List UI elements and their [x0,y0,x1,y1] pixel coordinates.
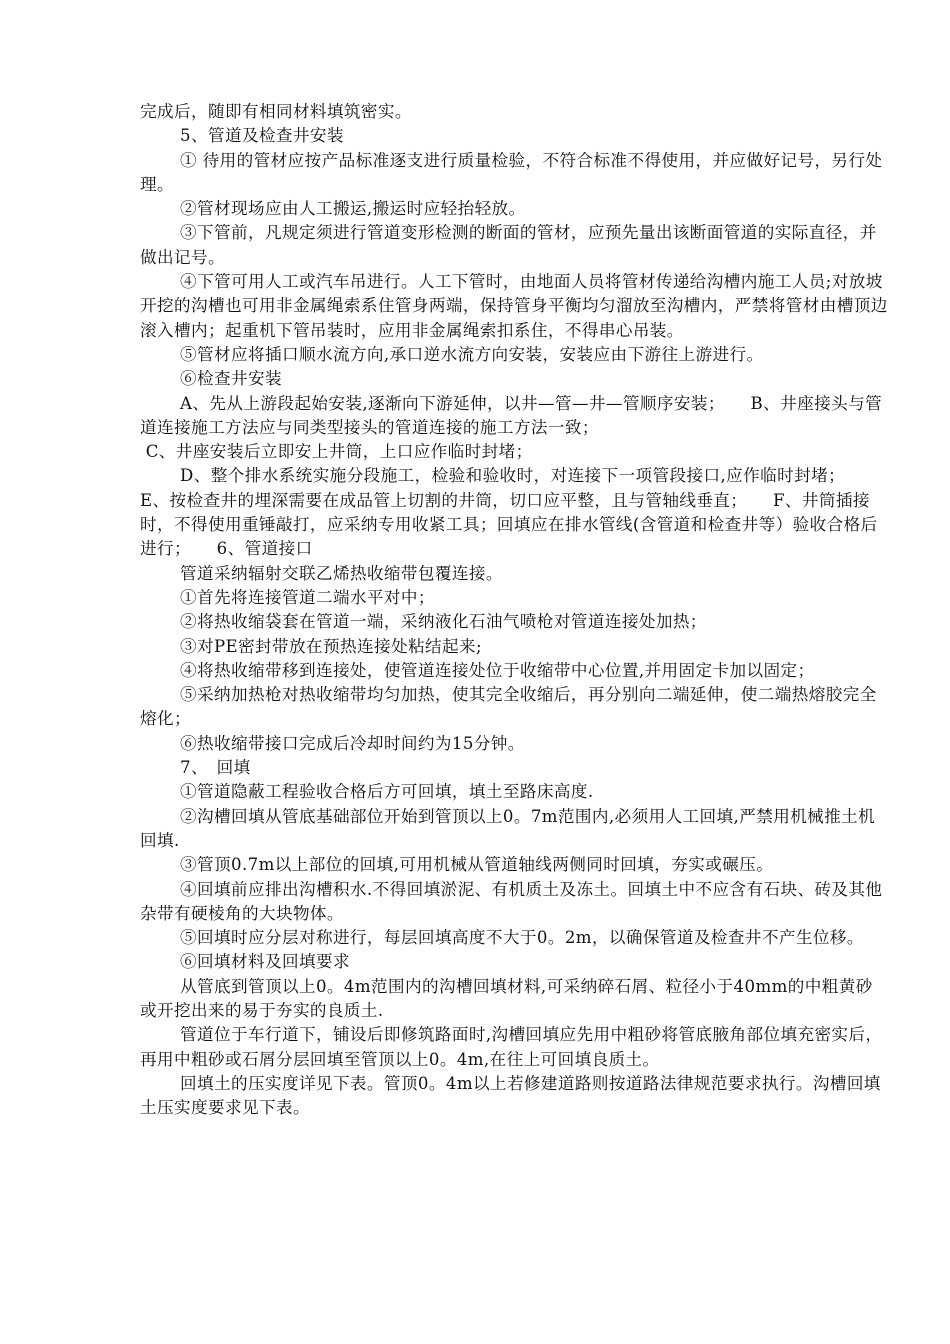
paragraph: 7、 回填 [180,758,251,778]
paragraph: ③对PE密封带放在预热连接处粘结起来; [180,636,482,656]
paragraph: ⑥回填材料及回填要求 [180,952,350,972]
paragraph: 回填土的压实度详见下表。管顶0。4m以上若修建道路则按道路法律规范要求执行。沟槽回填土压实度要求见下表。 [140,1073,881,1118]
paragraph: ①首先将连接管道二端水平对中； [180,587,435,607]
paragraph: ⑥热收缩带接口完成后冷却时间约为15分钟。 [180,733,525,753]
paragraph: ④回填前应排出沟槽积水.不得回填淤泥、有机质土及冻土。回填土中不应含有石块、砖及其他杂带有硬棱角的大块物体。 [140,879,883,923]
paragraph: A、先从上游段起始安装,逐渐向下游延伸，以井—管—井—管顺序安装； B、井座接头与管道连接施工方法应与同类型接头的管道连接的施工方法一致； [140,393,883,437]
paragraph: C、井座安装后立即安上井筒，上口应作临时封堵； [140,442,533,462]
paragraph: ③管顶0.7m以上部位的回填,可用机械从管道轴线两侧同时回填，夯实或碾压。 [180,855,774,875]
paragraph: ④将热收缩带移到连接处，使管道连接处位于收缩带中心位置,并用固定卡加以固定； [180,660,815,680]
paragraph: 管道采纳辐射交联乙烯热收缩带包覆连接。 [180,563,503,583]
paragraph: ②将热收缩袋套在管道一端，采纳液化石油气喷枪对管道连接处加热； [180,612,707,632]
paragraph: 管道位于车行道下，铺设后即修筑路面时,沟槽回填应先用中粗砂将管底腋角部位填充密实后，再用中粗砂或石屑分层回填至管顶以上0。4m,在往上可回填良质土。 [140,1025,883,1069]
paragraph: ⑤采纳加热枪对热收缩带均匀加热，使其完全收缩后，再分别向二端延伸，使二端热熔胶完全熔化； [140,685,877,729]
paragraph: 从管底到管顶以上0。4m范围内的沟槽回填材料,可采纳碎石屑、粒径小于40mm的中粗黄砂或开挖出来的易于夯实的良质土. [140,976,873,1020]
paragraph: ③下管前，凡规定须进行管道变形检测的断面的管材，应预先量出该断面管道的实际直径，并做出记号。 [140,223,877,267]
paragraph: ④下管可用人工或汽车吊进行。人工下管时，由地面人员将管材传递给沟槽内施工人员;对放坡开挖的沟槽也可用非金属绳索系住管身两端，保持管身平衡均匀溜放至沟槽内，严禁将管材由槽顶边滚入槽内；起重机下管吊装时，应用非金属绳索扣系住，不得串心吊装。 [140,272,888,340]
paragraph: ②管材现场应由人工搬运,搬运时应轻抬轻放。 [180,199,526,219]
paragraph: 5、管道及检查井安装 [180,126,344,146]
paragraph: ②沟槽回填从管底基础部位开始到管顶以上0。7m范围内,必须用人工回填,严禁用机械推土机回填. [140,806,876,850]
paragraph: ⑤管材应将插口顺水流方向,承口逆水流方向安装，安装应由下游往上游进行。 [180,344,764,364]
paragraph: ⑥检查井安装 [180,369,282,389]
paragraph: 完成后，随即有相同材料填筑密实。 [140,102,412,121]
paragraph: ⑤回填时应分层对称进行，每层回填高度不大于0。2m，以确保管道及检查井不产生位移。 [180,928,864,948]
document-body [140,100,888,1120]
paragraph: D、整个排水系统实施分段施工，检验和验收时，对连接下一项管段接口,应作临时封堵； E、按检查井的埋深需要在成品管上切割的井筒，切口应平整，且与管轴线垂直； F、井筒插接时，不得使用重锤敲打，应采纳专用收紧工具；回填应在排水管线(含管道和检查井等）验收合格后进行； 6、管道接口 [140,466,878,559]
paragraph: ① 待用的管材应按产品标准逐支进行质量检验，不符合标准不得使用，并应做好记号，另行处理。 [140,150,883,194]
paragraph: ①管道隐蔽工程验收合格后方可回填，填土至路床高度. [180,782,594,802]
